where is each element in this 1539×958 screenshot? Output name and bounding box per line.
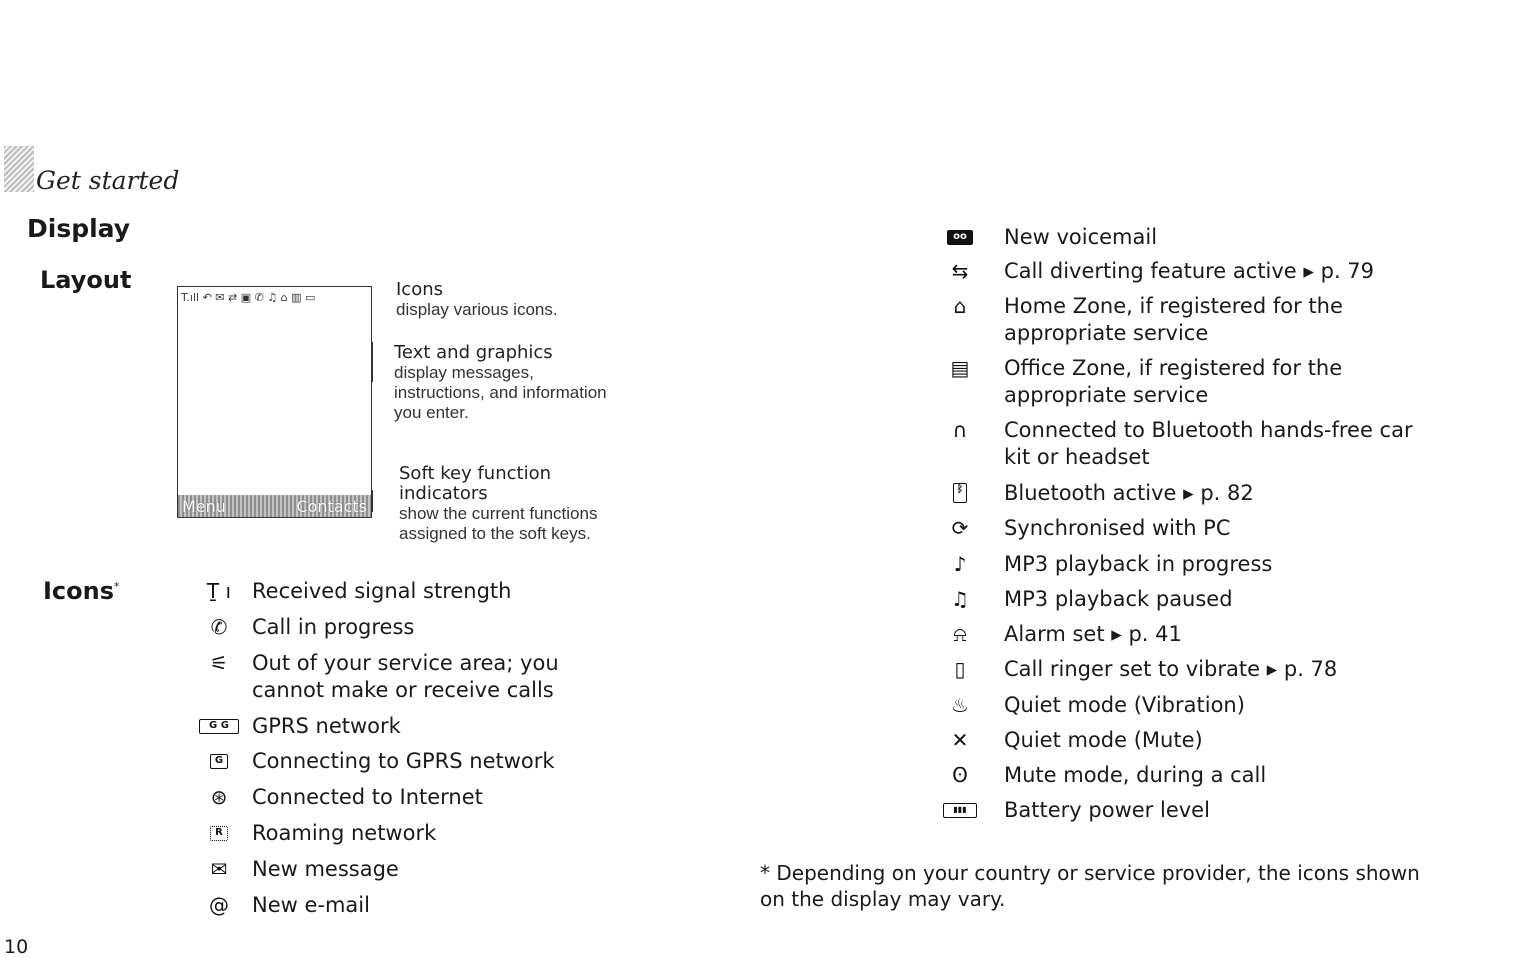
mute-call-icon: ʘ (952, 763, 968, 787)
footnote: * Depending on your country or service provider, the icons shown on the display may vary. (760, 861, 1420, 911)
list-item (936, 293, 1414, 355)
chapter-marker-graphic (4, 146, 34, 192)
list-item (936, 621, 1414, 656)
list-item (936, 656, 1414, 692)
list-item (936, 797, 1414, 832)
annotation-soft-keys (399, 464, 669, 544)
call-divert-icon: ⇆ (951, 259, 969, 283)
annotation-title: Icons (396, 279, 444, 300)
item-label: Received signal strength (252, 579, 512, 603)
item-label: Home Zone, if registered for the appropriate service (1004, 294, 1343, 345)
home-zone-icon: ⌂ (953, 294, 967, 318)
bluetooth-headset-icon: ∩ (952, 418, 968, 442)
item-label: Battery power level (1004, 798, 1210, 822)
item-label: Connecting to GPRS network (252, 749, 555, 773)
list-item (186, 650, 612, 713)
item-label: New e-mail (252, 893, 370, 917)
list-item (936, 762, 1414, 797)
list-item (936, 727, 1414, 762)
item-label: Office Zone, if registered for the appropriate service (1004, 356, 1343, 407)
item-label: Bluetooth active ▸ p. 82 (1004, 481, 1254, 505)
bluetooth-icon: ᛒ (953, 483, 967, 503)
list-item (186, 614, 612, 650)
list-item (936, 586, 1414, 621)
list-item (186, 713, 612, 748)
item-label: Call in progress (252, 615, 415, 639)
item-label: Roaming network (252, 821, 437, 845)
roaming-icon: R (210, 826, 228, 841)
item-label: Alarm set ▸ p. 41 (1004, 622, 1182, 646)
callout-line (371, 342, 373, 382)
internet-connected-icon: ⊛ (210, 785, 228, 809)
item-label: Connected to Internet (252, 785, 483, 809)
softkey-bar (178, 495, 371, 517)
item-label: Call diverting feature active ▸ p. 79 (1004, 259, 1375, 283)
list-item (186, 578, 612, 614)
item-label: GPRS network (252, 714, 401, 738)
list-item (186, 856, 612, 892)
annotation-title: Text and graphics (394, 342, 553, 363)
phone-display-illustration (177, 286, 372, 518)
quiet-mute-icon: ✕ (951, 728, 969, 752)
list-item (936, 515, 1414, 551)
office-zone-icon: ▤ (950, 356, 970, 380)
icon-list-left (186, 578, 612, 928)
list-item (936, 224, 1414, 258)
list-item (936, 480, 1414, 515)
list-item (186, 784, 612, 820)
status-icon-bar: T.ıll ↶ ✉ ⇄ ▣ ✆ ♫ ⌂ ▥ ▭ (181, 290, 316, 304)
item-label: Synchronised with PC (1004, 516, 1231, 540)
mp3-playing-icon: ♪ (953, 552, 967, 576)
item-label: Out of your service area; you cannot make or receive calls (252, 651, 559, 702)
pc-sync-icon: ⟳ (951, 516, 969, 540)
mp3-paused-icon: ♫ (951, 587, 969, 611)
list-item (936, 258, 1414, 293)
item-label: Quiet mode (Vibration) (1004, 693, 1245, 717)
icon-list-right (936, 224, 1414, 832)
annotation-icons (396, 280, 636, 320)
footnote-marker: * (114, 580, 120, 593)
list-item (936, 692, 1414, 727)
annotation-description: display various icons. (396, 300, 558, 319)
annotation-text-graphics (394, 343, 614, 423)
annotation-description: show the current functions assigned to the soft keys. (399, 504, 598, 543)
subheading-icons: Icons* (43, 577, 120, 605)
chapter-title: Get started (36, 166, 180, 195)
page-number: 10 (4, 936, 29, 958)
item-label: Mute mode, during a call (1004, 763, 1267, 787)
softkey-left-label: Menu (182, 496, 226, 516)
voicemail-icon: oo (947, 230, 973, 245)
item-label: Call ringer set to vibrate ▸ p. 78 (1004, 657, 1338, 681)
section-heading-display: Display (27, 214, 131, 243)
callout-line (371, 490, 373, 512)
quiet-vibration-icon: ♨ (951, 693, 969, 717)
alarm-icon: ⍾ (953, 622, 967, 646)
annotation-description: display messages, instructions, and information you enter. (394, 363, 607, 422)
gprs-connecting-icon: G (210, 754, 228, 769)
new-email-icon: @ (209, 893, 229, 917)
softkey-right-label: Contacts (296, 496, 367, 516)
list-item (186, 820, 612, 856)
list-item (186, 748, 612, 784)
out-of-service-icon: ⚟ (210, 651, 228, 675)
item-label: Quiet mode (Mute) (1004, 728, 1203, 752)
item-label: MP3 playback paused (1004, 587, 1233, 611)
call-in-progress-icon: ✆ (210, 615, 228, 639)
battery-icon: ▮▮▮ (943, 803, 977, 818)
list-item (186, 892, 612, 928)
signal-strength-icon: Ṯ ı (206, 579, 232, 603)
item-label: New voicemail (1004, 225, 1158, 249)
item-label: New message (252, 857, 399, 881)
gprs-network-icon: G G (199, 719, 239, 734)
list-item (936, 417, 1414, 480)
subheading-layout: Layout (40, 266, 132, 294)
list-item (936, 355, 1414, 417)
list-item (936, 551, 1414, 586)
vibrate-icon: ▯ (954, 657, 966, 681)
new-message-icon: ✉ (210, 857, 228, 881)
annotation-title: Soft key function indicators (399, 463, 551, 504)
item-label: MP3 playback in progress (1004, 552, 1273, 576)
item-label: Connected to Bluetooth hands-free car kit or headset (1004, 418, 1413, 469)
